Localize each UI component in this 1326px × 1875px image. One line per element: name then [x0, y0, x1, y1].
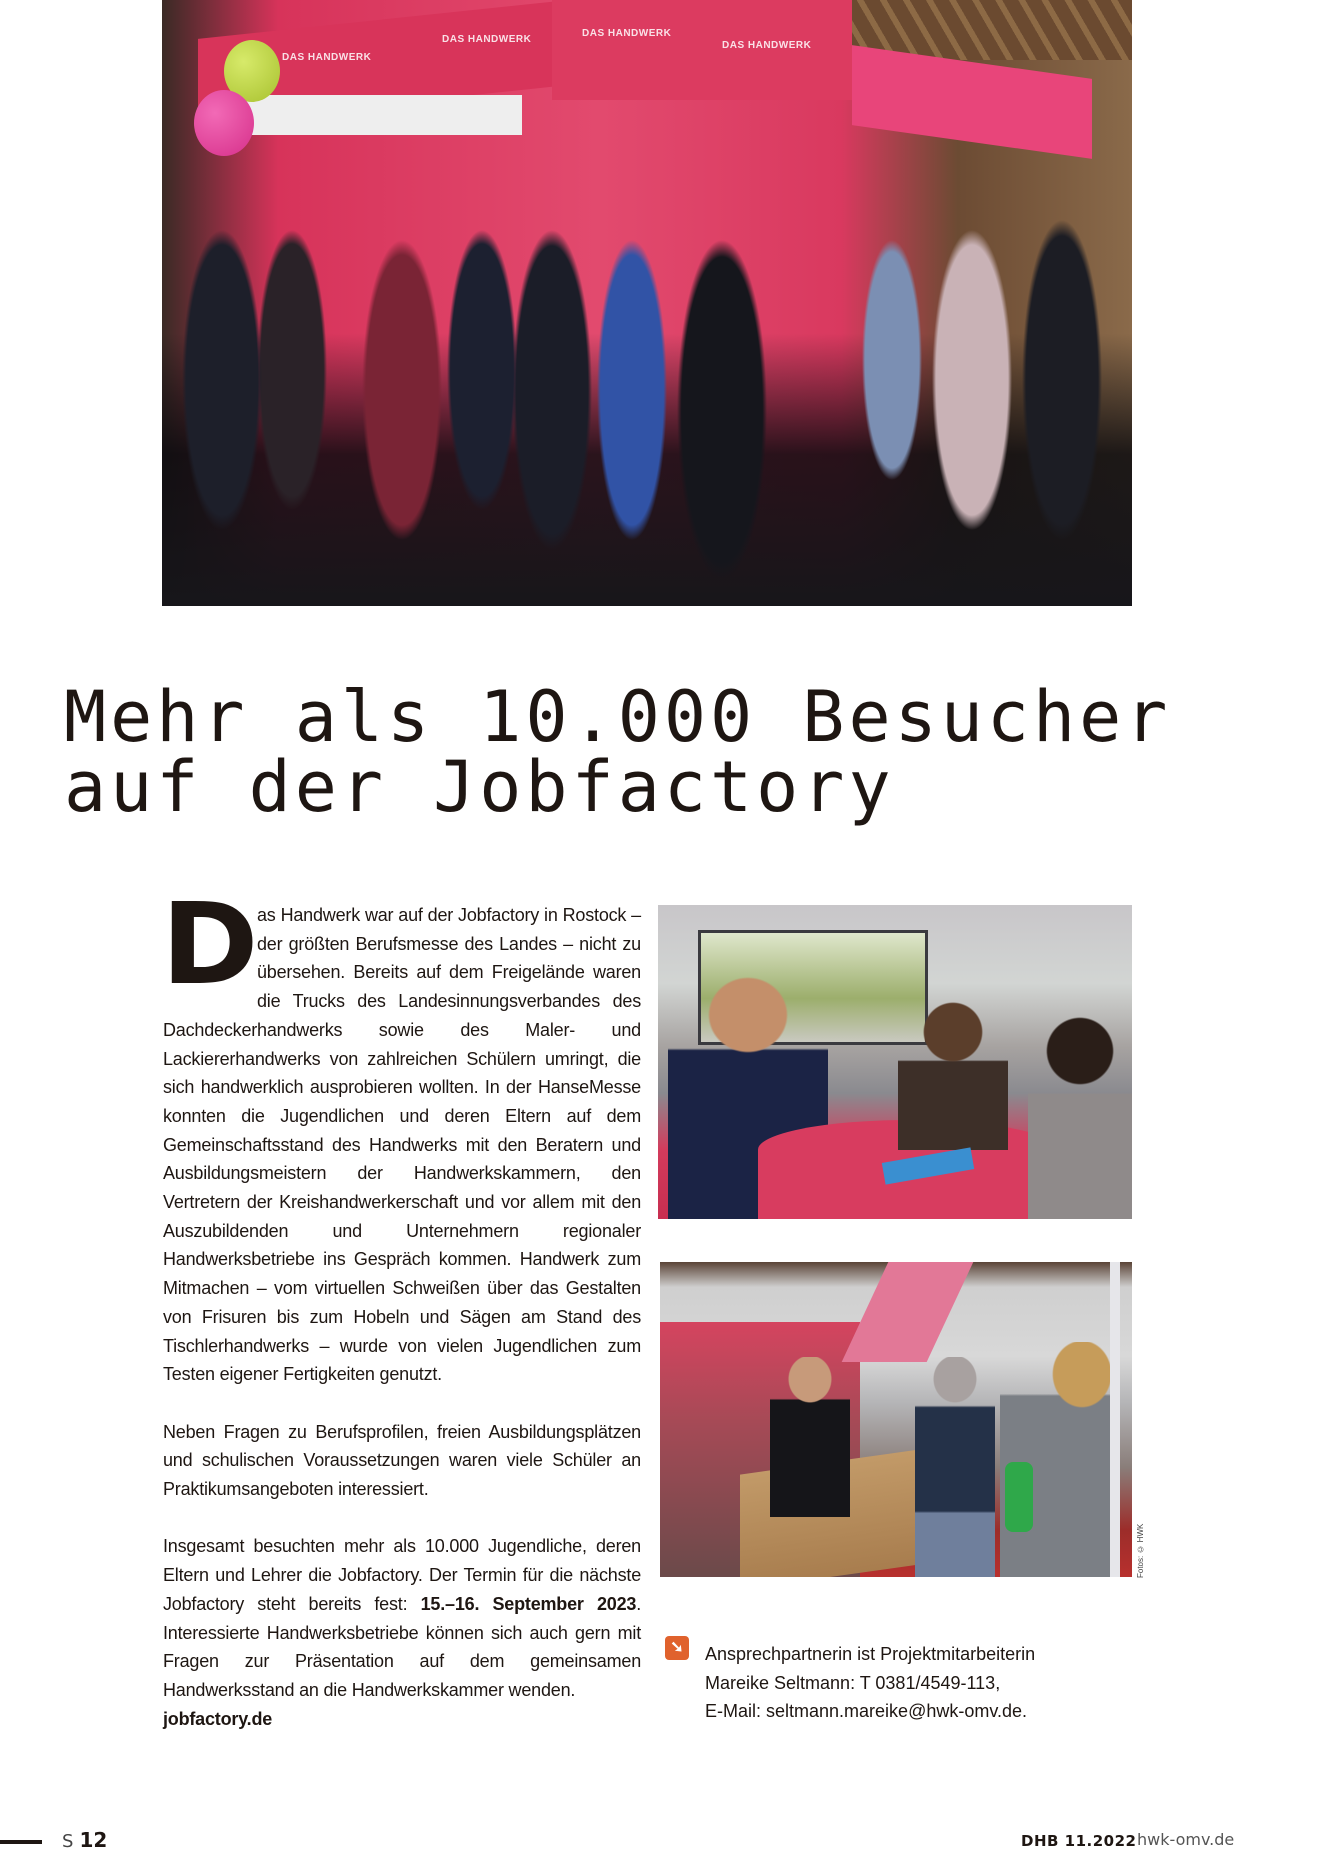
booth-label: DAS HANDWERK: [442, 34, 532, 45]
paragraph-2: Neben Fragen zu Berufsprofilen, freien Ausbildungsplätzen und schulischen Voraussetzungen waren viele Schüler an Praktikumsangeboten interessiert.: [163, 1421, 641, 1500]
student-figure: [1028, 1015, 1132, 1219]
photo-credit: Fotos: © HWK: [1136, 1523, 1145, 1578]
contact-line-2: Mareike Seltmann: T 0381/4549-113,: [705, 1672, 1001, 1693]
event-date: 15.–16. September 2023: [420, 1593, 637, 1614]
crowd: [162, 170, 1132, 606]
article-body: [161, 880, 641, 1733]
footer-website[interactable]: hwk-omv.de: [1137, 1830, 1235, 1849]
arrow-down-right-icon: ➘: [665, 1636, 689, 1660]
booth-label: DAS HANDWERK: [282, 52, 372, 63]
contact-email[interactable]: E-Mail: seltmann.mareike@hwk-omv.de.: [705, 1701, 1028, 1722]
visitor-figure: [915, 1357, 995, 1577]
contact-line-1: Ansprechpartnerin ist Projektmitarbeiterin: [705, 1644, 1036, 1664]
page-prefix: S: [62, 1831, 74, 1852]
booth-label: DAS HANDWERK: [582, 28, 672, 39]
headline-line-1: Mehr als 10.000 Besucher: [64, 676, 1172, 758]
main-photo: [162, 0, 1132, 606]
paragraph-3: [163, 1532, 641, 1733]
page-number-value: 12: [79, 1828, 108, 1852]
booth-label: DAS HANDWERK: [722, 40, 812, 51]
drop-cap: D: [161, 880, 259, 1010]
apprentice-figure: [770, 1357, 850, 1517]
website-link[interactable]: jobfactory.de: [163, 1708, 273, 1729]
booth-banner: [842, 1262, 974, 1362]
headline-line-2: auf der Jobfactory: [64, 746, 895, 828]
balloon: [194, 90, 254, 156]
consultation-photo: [658, 905, 1132, 1219]
paragraph-3-text-end: . Interessierte Handwerksbetriebe können sich auch gern mit Fragen zur Präsentation auf dem gemeinsamen Handwerksstand an die Handwerkskammer wenden.: [163, 1593, 641, 1700]
footer-rule: [0, 1840, 42, 1844]
visitor-group: [1000, 1342, 1120, 1577]
carpentry-photo: [660, 1262, 1132, 1577]
booth-canopy: [852, 45, 1092, 159]
page-number: [62, 1828, 107, 1852]
contact-info: [705, 1640, 1135, 1726]
article-headline: [64, 676, 1264, 828]
paragraph-1: [161, 880, 641, 1389]
booth-pole: [1110, 1262, 1120, 1577]
booth-ceiling: [222, 95, 522, 135]
green-bag: [1005, 1462, 1033, 1532]
paragraph-1-text: as Handwerk war auf der Jobfactory in Rostock – der größten Berufsmesse des Landes – nicht zu übersehen. Bereits auf dem Freigelände waren die Trucks des Landesinnungsverbandes des Dachdeckerhandwerks sowie des Maler- und Lackiererhandwerks von zahlreichen Schülern umringt, die sich handwerklich ausprobieren wollten. In der HanseMesse konnten die Jugendlichen und deren Eltern auf dem Gemeinschaftsstand des Handwerks mit den Beratern und Ausbildungsmeistern der Handwerkskammern, den Vertretern der Kreishandwerkerschaft und vor allem mit den Auszubildenden und Unternehmern regionaler Handwerksbetriebe ins Gespräch kommen. Handwerk zum Mitmachen – vom virtuellen Schweißen über das Gestalten von Frisuren bis zum Hobeln und Sägen am Stand des Tischlerhandwerks – wurde von vielen Jugendlichen zum Testen eigener Fertigkeiten genutzt.: [163, 905, 641, 1385]
issue-label: DHB 11.2022: [1021, 1832, 1137, 1850]
paragraph-3-text: Insgesamt besuchten mehr als 10.000 Jugendliche, deren Eltern und Lehrer die Jobfactory. Der Termin für die nächste Jobfactory steht bereits fest:: [163, 1536, 641, 1614]
student-figure: [898, 1000, 1008, 1150]
